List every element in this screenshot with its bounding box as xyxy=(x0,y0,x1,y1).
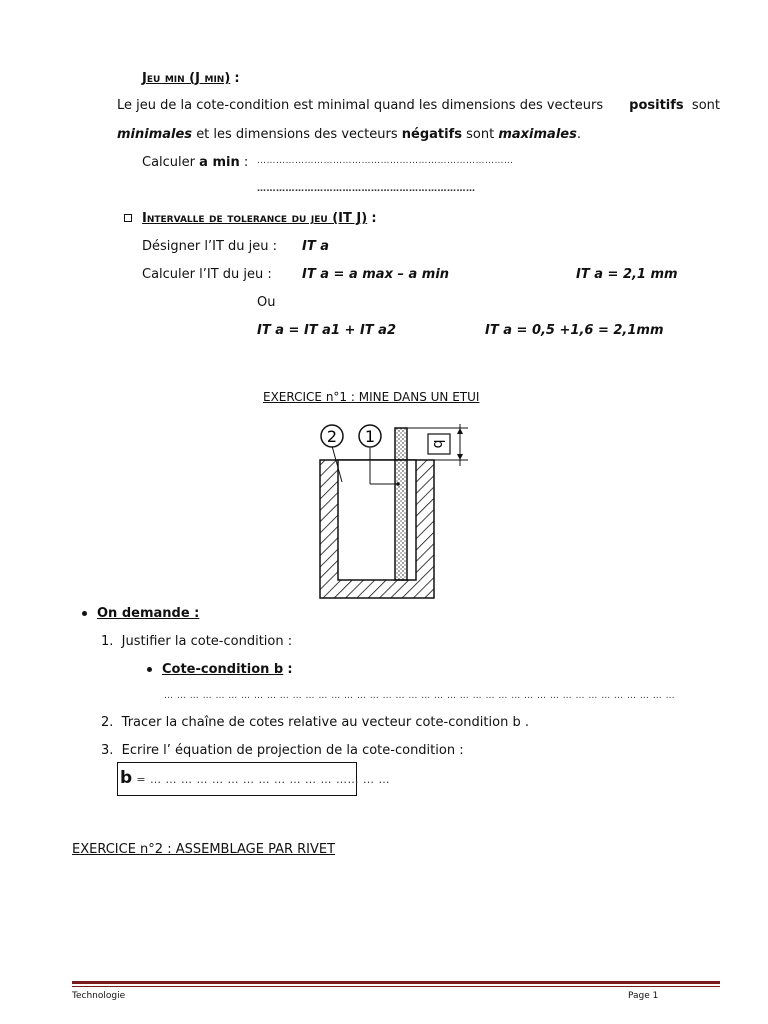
mine-etui-figure xyxy=(310,418,480,603)
demande-item2 xyxy=(101,715,529,730)
it-formula2: IT a = IT a1 + IT a2 xyxy=(257,323,396,338)
intervalle-heading-text: Intervalle de tolerance du jeu (IT J) xyxy=(142,211,368,226)
footer-left: Technologie xyxy=(72,991,126,1001)
footer-rule-thin xyxy=(72,986,720,987)
on-demande-heading xyxy=(82,606,199,621)
cote-condition-b xyxy=(147,662,293,677)
exercice2-title: EXERCICE n°2 : ASSEMBLAGE PAR RIVET xyxy=(72,842,336,857)
intervalle-colon: : xyxy=(371,211,377,226)
jeu-min-line2-sont: sont xyxy=(466,127,495,142)
jeu-min-heading-colon: : xyxy=(234,71,240,86)
callout-2-label: 2 xyxy=(326,427,338,446)
calc-a-min-colon: : xyxy=(243,155,249,170)
calc-a-min-label: Calculer xyxy=(142,155,195,170)
designer-it-value: IT a xyxy=(302,239,330,254)
item1-num: 1. xyxy=(101,634,114,649)
jeu-min-line1-text: Le jeu de la cote-condition est minimal quand les dimensions des vecteurs xyxy=(117,98,604,113)
calc-a-min xyxy=(142,155,248,170)
on-demande-text: On demande : xyxy=(97,606,200,621)
calc-a-min-dots1: ……………………………………………………………………… xyxy=(257,156,514,166)
cote-condition-b-text: Cote-condition b xyxy=(162,662,284,677)
jeu-min-positifs: positifs xyxy=(629,98,684,113)
designer-it-label: Désigner l’IT du jeu : xyxy=(142,239,277,254)
item1-text: Justifier la cote-condition : xyxy=(121,634,293,649)
jeu-min-line1 xyxy=(117,98,720,113)
equation-var: b xyxy=(120,768,133,788)
jeu-min-line2-text: et les dimensions des vecteurs xyxy=(196,127,398,142)
exercice1-title: EXERCICE n°1 : MINE DANS UN ETUI xyxy=(263,390,480,404)
jeu-min-sont: sont xyxy=(691,98,720,113)
item3-num: 3. xyxy=(101,743,114,758)
calc-a-min-var: a min xyxy=(199,155,240,170)
item2-num: 2. xyxy=(101,715,114,730)
demande-item1 xyxy=(101,634,292,649)
calc-a-min-dots2: …………………………………………………………… xyxy=(257,184,476,194)
equation-content xyxy=(120,768,390,788)
jeu-min-heading-text: Jeu min (J min) xyxy=(142,71,231,86)
it-result2: IT a = 0,5 +1,6 = 2,1mm xyxy=(485,323,664,338)
jeu-min-line2 xyxy=(117,127,581,142)
jeu-min-maximales: maximales xyxy=(498,127,577,142)
calc-it-result: IT a = 2,1 mm xyxy=(576,267,678,282)
dimension-b-label: b xyxy=(430,439,446,449)
equation-dots: = … … … … … … … … … … … … …… … … xyxy=(136,773,390,786)
demande-item3 xyxy=(101,743,464,758)
bullet-icon xyxy=(147,667,152,672)
footer-rule-thick xyxy=(72,981,720,984)
jeu-min-period: . xyxy=(576,127,581,142)
item2-text: Tracer la chaîne de cotes relative au vecteur cote-condition b . xyxy=(121,715,529,730)
checkbox-square-icon xyxy=(124,214,132,222)
calc-it-label: Calculer l’IT du jeu : xyxy=(142,267,272,282)
jeu-min-negatifs: négatifs xyxy=(401,127,462,142)
cote-condition-dots: … … … … … … … … … … … … … … … … … … … … … … … … … … … … … … … … … … … … … … … … xyxy=(164,691,676,701)
mine-rod xyxy=(395,428,407,580)
intervalle-heading xyxy=(124,211,377,226)
bullet-icon xyxy=(82,611,87,616)
etui-body xyxy=(320,460,434,598)
leader-dot xyxy=(396,482,400,486)
callout-1-label: 1 xyxy=(364,427,376,446)
jeu-min-minimales: minimales xyxy=(117,127,193,142)
item3-text: Ecrire l’ équation de projection de la cote-condition : xyxy=(121,743,464,758)
jeu-min-heading xyxy=(142,71,240,86)
footer-page-number: Page 1 xyxy=(628,991,659,1001)
cote-condition-b-colon: : xyxy=(287,662,293,677)
ou-text: Ou xyxy=(257,295,276,310)
calc-it-formula: IT a = a max – a min xyxy=(302,267,450,282)
